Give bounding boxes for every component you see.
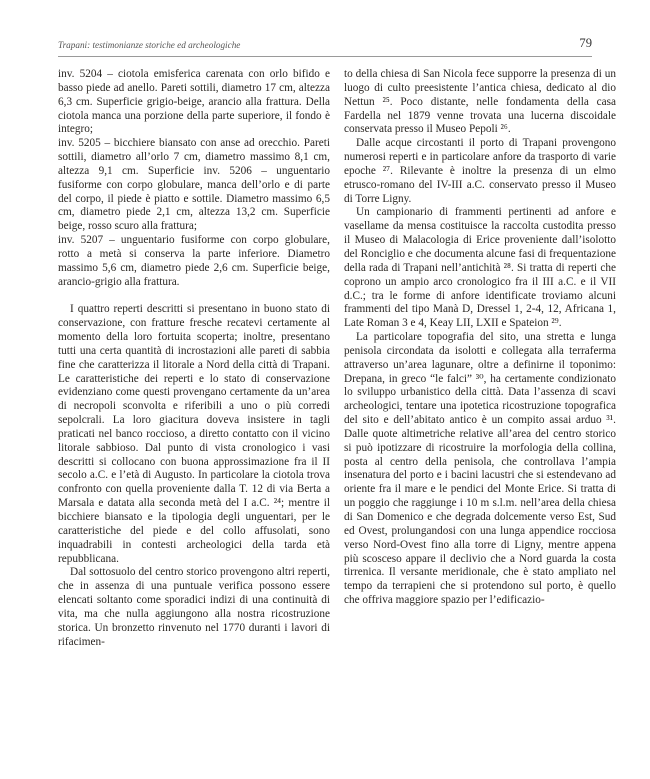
right-column [344,68,616,608]
body-paragraph: I quattro reperti descritti si presentano in buono stato di conservazione, con fratture fresche recatevi certamente al momento della loro fortuita scoperta; inoltre, presentano tutti una certa quantità di incrostazioni alle pareti di sabbia fine che caratterizza il litorale a Nord della città di Trapani. Le caratteristiche dei reperti e lo stato di conservazione evidenziano come questi provengano certamente da un’area di necropoli sconvolta e riferibili a uno o più corredi sepolcrali. La loro giacitura doveva insistere in tagli praticati nel banco roccioso, a diretto contatto con il vicino litorale sabbioso. Dal punto di vista cronologico i vasi descritti si collocano con buona approssimazione fra il II secolo a.C. e l’età di Augusto. In particolare la ciotola trova confronto con quella proveniente dalla T. 12 di via Berta a Marsala e datata alla seconda metà del I a.C. ²⁴; mentre il bicchiere biansato e la tipologia degli unguentari, per le caratteristiche del piede e del collo affusolati, sono inquadrabili in contesti archeologici della tarda età repubblicana. [58,303,330,565]
body-paragraph: Dalle acque circostanti il porto di Trapani provengono numerosi reperti e in particolare anfore da trasporto di varie epoche ²⁷. Rilevante è inoltre la presenza di un elmo etrusco-romano del IV-III a.C. conservato presso il Museo di Torre Ligny. [344,137,616,205]
running-head [58,36,592,57]
catalog-entry-5204: inv. 5204 – ciotola emisferica carenata con orlo bifido e basso piede ad anello. Pareti sottili, diametro 17 cm, altezza 6,3 cm. Superficie grigio-beige, arancio alla frattura. Della ciotola manca una porzione della parte superiore, il fondo è integro; [58,68,330,136]
catalog-entry-5205-5206: inv. 5205 – bicchiere biansato con anse ad orecchio. Pareti sottili, diametro all’orlo 7 cm, diametro massimo 8,1 cm, altezza 9,1 cm. Superficie inv. 5206 – unguentario fusiforme con corpo globulare, manca dell’orlo e di parte del corpo, il piede è piatto e sottile. Diametro massimo 6,5 cm, diametro piede 2,1 cm, altezza 13,2 cm. Superficie beige, rosso scuro alla frattura; [58,137,330,233]
body-paragraph: Un campionario di frammenti pertinenti ad anfore e vasellame da mensa costituisce la raccolta custodita presso il Museo di Malacologia di Erice proveniente dall’isolotto del Ronciglio e che documenta alcune fasi di frequentazione della rada di Trapani nell’antichità ²⁸. Si tratta di reperti che coprono un ampio arco cronologico fra il III a.C. e il VII d.C.; tra le forme di anfore identificate troviamo alcuni frammenti del tipo Manà D, Dressel 1, 2-4, 12, Africana 1, Late Roman 3 e 4, Keay LII, LXII e Spateion ²⁹. [344,206,616,330]
body-paragraph: Dal sottosuolo del centro storico provengono altri reperti, che in assenza di una puntuale verifica possono essere elencati soltanto come sporadici indizi di una continuità di vita, ma che nulla aggiungono alla nostra ricostruzione storica. Un bronzetto rinvenuto nel 1770 duranti i lavori di rifacimen- [58,566,330,648]
catalog-entry-5207: inv. 5207 – unguentario fusiforme con corpo globulare, rotto a metà si conserva la parte inferiore. Diametro massimo 5,6 cm, diametro piede 2,6 cm. Superficie beige, arancio-grigio alla frattura. [58,234,330,288]
page-number: 79 [579,36,592,50]
running-title: Trapani: testimonianze storiche ed archeologiche [58,40,241,50]
paragraph-gap [58,290,330,304]
body-paragraph: to della chiesa di San Nicola fece supporre la presenza di un luogo di culto preesistente l’antica chiesa, dedicato al dio Nettun ²⁵. Poco distante, nelle fondamenta della casa Fardella nel 1879 venne trovata una lucerna discoidale conservata presso il Museo Pepoli ²⁶. [344,68,616,136]
body-paragraph: La particolare topografia del sito, una stretta e lunga penisola circondata da isolotti e collegata alla terraferma attraverso un’area lagunare, oltre a definirne il toponimo: Drepana, in greco “le falci” ³⁰, ha certamente condizionato lo sviluppo urbanistico della città. Data l’assenza di scavi archeologici, tentare una ipotetica ricostruzione topografica del sito e dell’abitato antico è un compito assai arduo ³¹. Dalle quote altimetriche relative all’area del centro storico si può ipotizzare di ricostruire la morfologia della collina, posta al centro della penisola, che controllava l’ampia insenatura del porto e i bacini lacustri che si estendevano ad oriente fra il mare e le pendici del Monte Erice. Si tratta di un poggio che raggiunge i 10 m s.l.m. nell’area della chiesa di San Domenico e che degrada dolcemente verso Est, Sud ed Ovest, prolungandosi con una lunga appendice rocciosa verso Nord-Ovest fino alla torre di Ligny, mentre appena più scosceso appare il declivio che a Nord guarda la costa tirrenica. Il versante meridionale, che è stato ampliato nel tempo da terrapieni che si protendono sul porto, è quello che offriva maggiore spazio per l’edificazio- [344,331,616,607]
left-column [58,68,330,649]
